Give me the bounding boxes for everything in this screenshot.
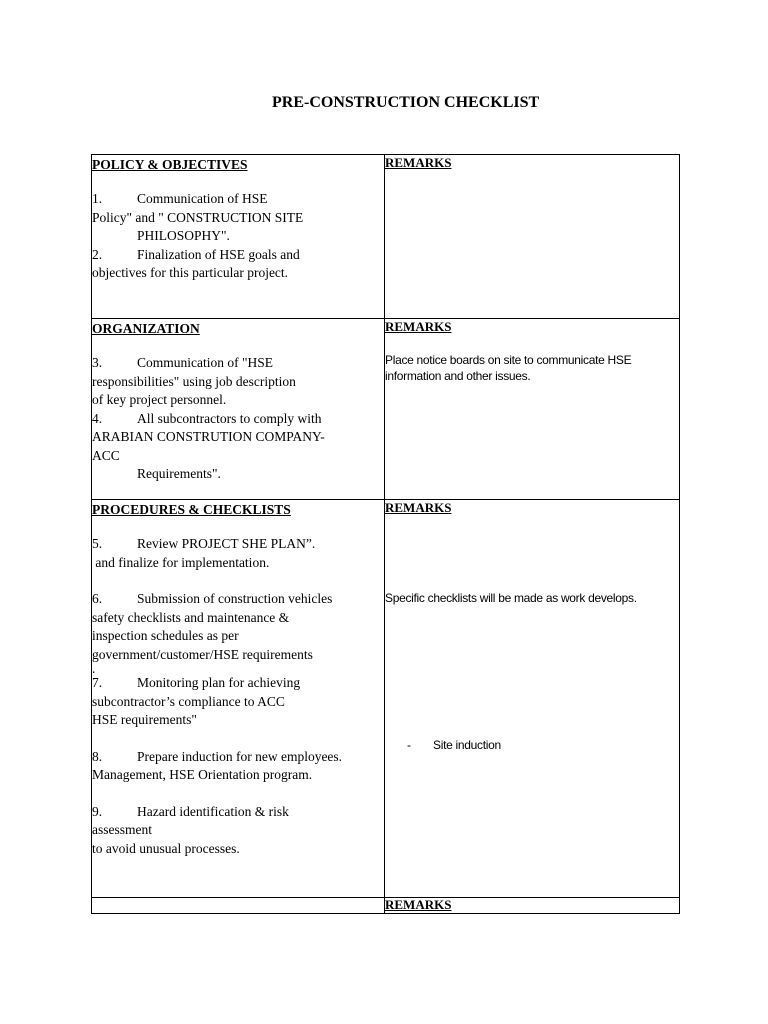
last-cell xyxy=(92,898,385,914)
item-text: Management, HSE Orientation program. xyxy=(92,767,313,782)
item-text: All subcontractors to comply with xyxy=(137,410,322,426)
organization-row xyxy=(92,319,680,500)
item-number: 7. xyxy=(92,675,103,690)
organization-item-3 xyxy=(92,354,384,410)
policy-cell xyxy=(92,155,385,319)
organization-remark-note: Place notice boards on site to communicate HSE information and other issues. xyxy=(385,353,632,383)
item-text: responsibilities" using job description xyxy=(92,373,296,389)
procedures-remarks-cell xyxy=(385,500,680,898)
item-text: government/customer/HSE requirements xyxy=(92,646,313,662)
item-number: 5. xyxy=(92,536,103,551)
procedures-remark-note: Specific checklists will be made as work develops. xyxy=(385,591,637,605)
procedures-item-5 xyxy=(92,535,384,572)
item-text: ARABIAN CONSTRUTION COMPANY- xyxy=(92,429,325,444)
item-number: 8. xyxy=(92,748,103,764)
organization-cell xyxy=(92,319,385,500)
organization-remarks-cell xyxy=(385,319,680,500)
item-text: Requirements". xyxy=(137,466,221,481)
site-induction-bullet xyxy=(385,738,679,752)
item-text: Finalization of HSE goals and xyxy=(137,246,300,262)
item-text: Communication of HSE xyxy=(137,191,268,206)
item-text: Monitoring plan for achieving xyxy=(137,675,301,690)
item-text: ACC xyxy=(92,447,120,463)
bullet-dash: - xyxy=(407,738,411,752)
item-number: 9. xyxy=(92,803,103,819)
item-text: PHILOSOPHY". xyxy=(137,228,230,243)
item-text: subcontractor’s compliance to ACC xyxy=(92,693,285,709)
item-text: objectives for this particular project. xyxy=(92,265,289,280)
procedures-item-9 xyxy=(92,803,384,859)
procedures-item-6 xyxy=(92,590,384,674)
item-text: HSE requirements" xyxy=(92,712,197,727)
policy-remarks-cell xyxy=(385,155,680,319)
item-text: assessment xyxy=(92,822,152,837)
policy-item-2 xyxy=(92,246,384,283)
policy-row xyxy=(92,155,680,319)
item-text: . xyxy=(92,661,96,676)
organization-item-4 xyxy=(92,410,384,484)
procedures-item-8 xyxy=(92,748,384,785)
policy-item-1 xyxy=(92,190,384,246)
remarks-heading: REMARKS xyxy=(385,500,452,515)
item-text: Prepare induction for new employees. xyxy=(137,748,343,764)
item-text: Communication of "HSE xyxy=(137,355,274,370)
item-text: inspection schedules as per xyxy=(92,628,239,643)
checklist-table xyxy=(91,154,680,914)
item-text: Review PROJECT SHE PLAN”. xyxy=(137,536,316,551)
item-text: and finalize for implementation. xyxy=(92,554,270,570)
last-row xyxy=(92,898,680,914)
remarks-heading: REMARKS xyxy=(385,155,452,170)
policy-heading: POLICY & OBJECTIVES xyxy=(92,157,248,172)
item-text: safety checklists and maintenance & xyxy=(92,609,290,625)
item-text: of key project personnel. xyxy=(92,392,227,407)
item-text: Policy" and " CONSTRUCTION SITE xyxy=(92,209,304,225)
item-text: Submission of construction vehicles xyxy=(137,591,333,606)
procedures-heading: PROCEDURES & CHECKLISTS xyxy=(92,502,291,517)
document-title: PRE-CONSTRUCTION CHECKLIST xyxy=(272,94,540,111)
item-number: 6. xyxy=(92,591,103,606)
remarks-heading: REMARKS xyxy=(385,897,452,912)
organization-heading: ORGANIZATION xyxy=(92,321,200,336)
remarks-heading: REMARKS xyxy=(385,319,452,334)
item-number: 3. xyxy=(92,355,103,370)
item-number: 2. xyxy=(92,246,103,262)
bullet-text: Site induction xyxy=(433,738,501,752)
item-number: 1. xyxy=(92,191,103,206)
item-text: Hazard identification & risk xyxy=(137,803,289,819)
procedures-cell xyxy=(92,500,385,898)
last-remarks-cell xyxy=(385,898,680,914)
procedures-item-7 xyxy=(92,674,384,730)
item-text: to avoid unusual processes. xyxy=(92,840,240,856)
procedures-row xyxy=(92,500,680,898)
item-number: 4. xyxy=(92,410,103,426)
